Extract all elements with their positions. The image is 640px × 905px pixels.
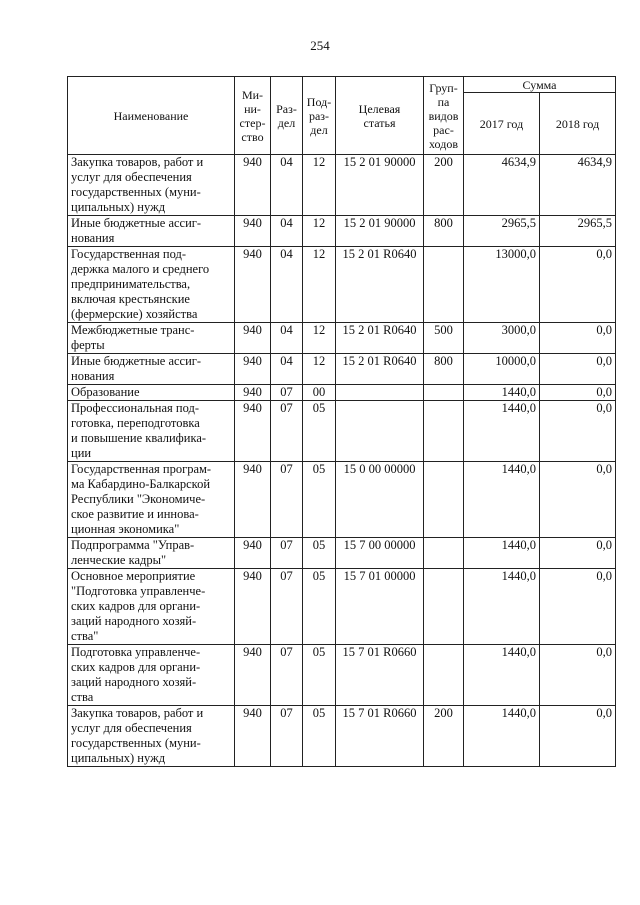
row-subsection: 12	[303, 247, 336, 323]
row-sum-2017: 2965,5	[464, 216, 540, 247]
header-year-2018: 2018 год	[540, 93, 616, 155]
row-target: 15 7 00 00000	[336, 538, 424, 569]
row-sum-2018: 0,0	[540, 569, 616, 645]
row-sum-2018: 0,0	[540, 538, 616, 569]
row-sum-2018: 0,0	[540, 247, 616, 323]
row-target	[336, 401, 424, 462]
header-name: Наименование	[68, 77, 235, 155]
row-expense-group	[424, 401, 464, 462]
row-name: Межбюджетные транс- ферты	[68, 323, 235, 354]
row-sum-2017: 1440,0	[464, 462, 540, 538]
header-target: Целевая статья	[336, 77, 424, 155]
row-section: 04	[271, 216, 303, 247]
row-ministry: 940	[235, 706, 271, 767]
row-section: 04	[271, 354, 303, 385]
row-subsection: 05	[303, 401, 336, 462]
row-sum-2017: 10000,0	[464, 354, 540, 385]
row-expense-group	[424, 247, 464, 323]
row-ministry: 940	[235, 569, 271, 645]
row-expense-group: 800	[424, 216, 464, 247]
row-subsection: 05	[303, 569, 336, 645]
table-row	[68, 247, 616, 323]
row-sum-2018: 0,0	[540, 401, 616, 462]
row-section: 07	[271, 401, 303, 462]
row-target: 15 7 01 R0660	[336, 645, 424, 706]
row-target: 15 2 01 R0640	[336, 323, 424, 354]
row-sum-2017: 3000,0	[464, 323, 540, 354]
row-name: Закупка товаров, работ и услуг для обеспечения государственных (муни- ципальных) нужд	[68, 706, 235, 767]
row-section: 04	[271, 247, 303, 323]
table-row	[68, 645, 616, 706]
row-sum-2017: 1440,0	[464, 706, 540, 767]
row-sum-2017: 4634,9	[464, 155, 540, 216]
row-sum-2017: 1440,0	[464, 538, 540, 569]
header-sum: Сумма	[464, 77, 616, 93]
row-name: Подпрограмма "Управ- ленческие кадры"	[68, 538, 235, 569]
row-subsection: 12	[303, 354, 336, 385]
budget-table	[67, 76, 616, 767]
row-section: 07	[271, 569, 303, 645]
row-name: Подготовка управленче- ских кадров для органи- заций народного хозяй- ства	[68, 645, 235, 706]
table-row	[68, 155, 616, 216]
row-ministry: 940	[235, 155, 271, 216]
row-ministry: 940	[235, 216, 271, 247]
row-name: Государственная програм- ма Кабардино-Балкарской Республики "Экономиче- ское развитие и иннова- ционная экономика"	[68, 462, 235, 538]
row-section: 07	[271, 706, 303, 767]
row-target: 15 2 01 90000	[336, 155, 424, 216]
table-row	[68, 538, 616, 569]
row-section: 04	[271, 155, 303, 216]
row-target: 15 0 00 00000	[336, 462, 424, 538]
row-expense-group	[424, 645, 464, 706]
row-sum-2018: 0,0	[540, 354, 616, 385]
page-number: 254	[310, 38, 330, 53]
row-expense-group	[424, 569, 464, 645]
row-ministry: 940	[235, 462, 271, 538]
row-expense-group: 200	[424, 155, 464, 216]
row-target: 15 7 01 00000	[336, 569, 424, 645]
row-sum-2017: 13000,0	[464, 247, 540, 323]
row-ministry: 940	[235, 323, 271, 354]
row-subsection: 05	[303, 538, 336, 569]
table-row	[68, 216, 616, 247]
table-body	[68, 155, 616, 767]
table-row	[68, 354, 616, 385]
row-subsection: 12	[303, 155, 336, 216]
row-subsection: 05	[303, 462, 336, 538]
header-expense-group: Груп- па видов рас- ходов	[424, 77, 464, 155]
row-expense-group	[424, 538, 464, 569]
row-expense-group	[424, 462, 464, 538]
table-row	[68, 462, 616, 538]
row-expense-group	[424, 385, 464, 401]
row-subsection: 12	[303, 216, 336, 247]
row-target: 15 2 01 R0640	[336, 247, 424, 323]
row-target: 15 7 01 R0660	[336, 706, 424, 767]
row-section: 07	[271, 538, 303, 569]
row-sum-2018: 0,0	[540, 462, 616, 538]
table-row	[68, 401, 616, 462]
row-subsection: 00	[303, 385, 336, 401]
table-row	[68, 323, 616, 354]
row-subsection: 12	[303, 323, 336, 354]
row-section: 07	[271, 462, 303, 538]
row-expense-group: 500	[424, 323, 464, 354]
header-section: Раз- дел	[271, 77, 303, 155]
row-target	[336, 385, 424, 401]
row-subsection: 05	[303, 645, 336, 706]
row-sum-2018: 0,0	[540, 645, 616, 706]
row-ministry: 940	[235, 354, 271, 385]
row-subsection: 05	[303, 706, 336, 767]
header-ministry: Ми- ни- стер- ство	[235, 77, 271, 155]
table-row	[68, 385, 616, 401]
header-year-2017: 2017 год	[464, 93, 540, 155]
row-name: Образование	[68, 385, 235, 401]
table-row	[68, 706, 616, 767]
row-ministry: 940	[235, 385, 271, 401]
row-sum-2018: 4634,9	[540, 155, 616, 216]
row-section: 04	[271, 323, 303, 354]
row-sum-2018: 0,0	[540, 385, 616, 401]
header-subsection: Под- раз- дел	[303, 77, 336, 155]
row-name: Профессиональная под- готовка, переподготовка и повышение квалифика- ции	[68, 401, 235, 462]
row-section: 07	[271, 385, 303, 401]
table-row	[68, 569, 616, 645]
row-sum-2017: 1440,0	[464, 569, 540, 645]
row-expense-group: 800	[424, 354, 464, 385]
row-sum-2018: 0,0	[540, 706, 616, 767]
row-name: Иные бюджетные ассиг- нования	[68, 216, 235, 247]
row-name: Иные бюджетные ассиг- нования	[68, 354, 235, 385]
row-ministry: 940	[235, 538, 271, 569]
row-section: 07	[271, 645, 303, 706]
row-expense-group: 200	[424, 706, 464, 767]
row-sum-2017: 1440,0	[464, 645, 540, 706]
row-target: 15 2 01 R0640	[336, 354, 424, 385]
row-sum-2018: 0,0	[540, 323, 616, 354]
row-name: Основное мероприятие "Подготовка управленче- ских кадров для органи- заций народного хозяй- ства"	[68, 569, 235, 645]
row-name: Государственная под- держка малого и среднего предпринимательства, включая крестьянские (фермерские) хозяйства	[68, 247, 235, 323]
row-sum-2017: 1440,0	[464, 401, 540, 462]
row-name: Закупка товаров, работ и услуг для обеспечения государственных (муни- ципальных) нужд	[68, 155, 235, 216]
row-ministry: 940	[235, 247, 271, 323]
row-target: 15 2 01 90000	[336, 216, 424, 247]
row-ministry: 940	[235, 645, 271, 706]
row-sum-2017: 1440,0	[464, 385, 540, 401]
row-ministry: 940	[235, 401, 271, 462]
row-sum-2018: 2965,5	[540, 216, 616, 247]
